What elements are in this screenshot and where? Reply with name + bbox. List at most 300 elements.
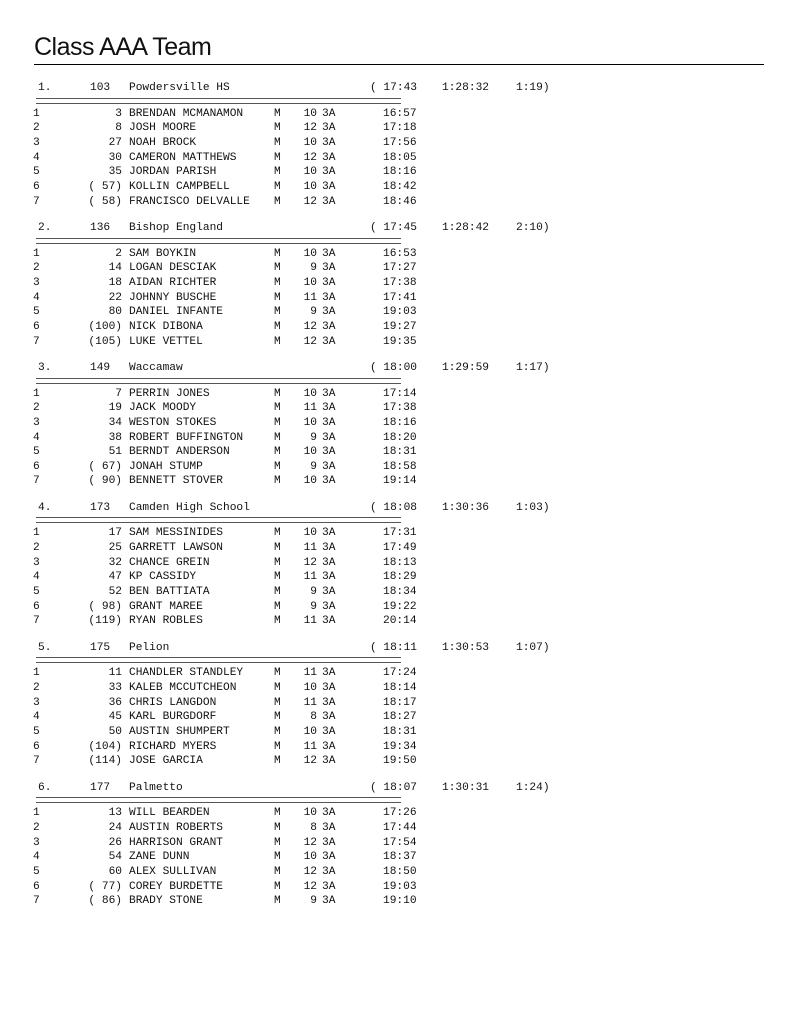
runner-name: JOSE GARCIA <box>129 755 203 768</box>
runner-name: HARRISON GRANT <box>129 836 223 849</box>
runner-name: GARRETT LAWSON <box>129 542 223 555</box>
runner-row <box>20 320 580 335</box>
runner-score: 50 <box>108 726 122 739</box>
runner-place: 2 <box>33 682 40 695</box>
header-divider <box>36 657 401 663</box>
runner-grade: 12 <box>303 335 317 348</box>
runner-grade: 11 <box>303 667 317 680</box>
runner-time: 19:50 <box>383 755 417 768</box>
runner-class: 3A <box>322 556 336 569</box>
team-number: 175 <box>90 641 111 654</box>
team-header <box>20 221 580 236</box>
runner-score: ( 57) <box>88 180 122 193</box>
runner-time: 18:14 <box>383 682 417 695</box>
runner-score: ( 58) <box>88 195 122 208</box>
runner-sex: M <box>274 262 281 275</box>
runner-sex: M <box>274 851 281 864</box>
runner-row <box>20 136 580 151</box>
runner-class: 3A <box>322 276 336 289</box>
runner-class: 3A <box>322 571 336 584</box>
team-place: 5. <box>38 641 52 654</box>
runner-class: 3A <box>322 696 336 709</box>
runner-grade: 11 <box>303 571 317 584</box>
runner-sex: M <box>274 556 281 569</box>
runner-name: KARL BURGDORF <box>129 711 217 724</box>
runner-score: 52 <box>108 586 122 599</box>
runner-row <box>20 556 580 571</box>
runner-class: 3A <box>322 880 336 893</box>
runner-place: 3 <box>33 556 40 569</box>
runner-place: 5 <box>33 166 40 179</box>
runner-grade: 10 <box>303 107 317 120</box>
runner-class: 3A <box>322 107 336 120</box>
runner-name: BRADY STONE <box>129 895 203 908</box>
runner-grade: 10 <box>303 726 317 739</box>
runner-row <box>20 276 580 291</box>
runner-sex: M <box>274 865 281 878</box>
runner-grade: 12 <box>303 556 317 569</box>
team-total-time: 1:28:42 <box>442 221 489 234</box>
runner-score: 38 <box>108 431 122 444</box>
header-divider <box>36 517 401 523</box>
runner-row <box>20 445 580 460</box>
runner-grade: 12 <box>303 836 317 849</box>
runner-time: 19:34 <box>383 740 417 753</box>
team-spread: 1:07) <box>516 641 550 654</box>
header-divider <box>36 238 401 244</box>
runner-time: 18:20 <box>383 431 417 444</box>
runner-grade: 10 <box>303 180 317 193</box>
runner-name: KP CASSIDY <box>129 571 197 584</box>
runner-name: JORDAN PARISH <box>129 166 217 179</box>
runner-class: 3A <box>322 446 336 459</box>
runner-grade: 8 <box>310 711 317 724</box>
runner-grade: 11 <box>303 402 317 415</box>
team-name: Waccamaw <box>129 361 183 374</box>
runner-name: WESTON STOKES <box>129 416 217 429</box>
runner-score: 32 <box>108 556 122 569</box>
runner-sex: M <box>274 291 281 304</box>
runner-name: BERNDT ANDERSON <box>129 446 230 459</box>
team-block <box>20 501 580 629</box>
runner-row <box>20 865 580 880</box>
runner-class: 3A <box>322 416 336 429</box>
runner-grade: 12 <box>303 755 317 768</box>
runner-place: 5 <box>33 306 40 319</box>
runner-grade: 8 <box>310 822 317 834</box>
runner-place: 1 <box>33 527 40 540</box>
team-total-time: 1:30:53 <box>442 641 489 654</box>
runner-grade: 12 <box>303 880 317 893</box>
runner-row <box>20 806 580 821</box>
team-average-time: ( 18:07 <box>370 781 417 794</box>
team-block <box>20 81 580 209</box>
runner-score: 11 <box>108 667 122 680</box>
runner-sex: M <box>274 107 281 120</box>
runner-row <box>20 121 580 136</box>
runner-score: 26 <box>108 836 122 849</box>
runner-name: JACK MOODY <box>129 402 197 415</box>
runner-name: BENNETT STOVER <box>129 475 223 488</box>
runner-score: 60 <box>108 865 122 878</box>
runner-name: BRENDAN MCMANAMON <box>129 107 244 120</box>
runner-name: CHRIS LANGDON <box>129 696 217 709</box>
runner-sex: M <box>274 195 281 208</box>
team-average-time: ( 17:43 <box>370 82 417 94</box>
runner-score: 8 <box>115 122 122 135</box>
runner-name: PERRIN JONES <box>129 387 210 400</box>
runner-class: 3A <box>322 402 336 415</box>
team-header <box>20 81 580 96</box>
runner-row <box>20 180 580 195</box>
runner-time: 17:26 <box>383 807 417 820</box>
runner-sex: M <box>274 276 281 289</box>
runner-score: 3 <box>115 107 122 120</box>
runner-sex: M <box>274 726 281 739</box>
runner-sex: M <box>274 122 281 135</box>
runner-name: KOLLIN CAMPBELL <box>129 180 230 193</box>
runner-place: 3 <box>33 136 40 149</box>
runner-time: 17:49 <box>383 542 417 555</box>
runner-name: AUSTIN ROBERTS <box>129 822 223 834</box>
runner-class: 3A <box>322 740 336 753</box>
team-results <box>20 81 580 921</box>
team-header <box>20 641 580 656</box>
team-place: 2. <box>38 221 52 234</box>
runner-row <box>20 754 580 769</box>
runner-row <box>20 107 580 122</box>
runner-sex: M <box>274 460 281 473</box>
runner-name: NICK DIBONA <box>129 320 203 333</box>
runner-sex: M <box>274 740 281 753</box>
team-header <box>20 781 580 796</box>
runner-score: ( 86) <box>88 895 122 908</box>
runner-name: FRANCISCO DELVALLE <box>129 195 250 208</box>
runner-row <box>20 460 580 475</box>
runner-grade: 10 <box>303 276 317 289</box>
runner-grade: 10 <box>303 851 317 864</box>
team-block <box>20 361 580 489</box>
runner-row <box>20 247 580 262</box>
page-title: Class AAA Team <box>34 33 212 61</box>
team-header <box>20 501 580 516</box>
runner-score: 18 <box>108 276 122 289</box>
team-number: 177 <box>90 781 111 794</box>
runner-time: 18:27 <box>383 711 417 724</box>
runner-sex: M <box>274 475 281 488</box>
runner-place: 5 <box>33 726 40 739</box>
runner-name: LOGAN DESCIAK <box>129 262 217 275</box>
runner-name: ROBERT BUFFINGTON <box>129 431 244 444</box>
runner-class: 3A <box>322 122 336 135</box>
runner-name: SAM MESSINIDES <box>129 527 223 540</box>
runner-name: RICHARD MYERS <box>129 740 217 753</box>
runner-grade: 10 <box>303 387 317 400</box>
runner-time: 16:57 <box>383 107 417 120</box>
team-average-time: ( 18:08 <box>370 501 417 514</box>
runner-place: 7 <box>33 195 40 208</box>
runner-sex: M <box>274 431 281 444</box>
runner-place: 6 <box>33 880 40 893</box>
runner-score: 22 <box>108 291 122 304</box>
runner-class: 3A <box>322 387 336 400</box>
runner-row <box>20 387 580 402</box>
runner-row <box>20 894 580 909</box>
team-spread: 1:03) <box>516 501 550 514</box>
runner-row <box>20 570 580 585</box>
team-name: Palmetto <box>129 781 183 794</box>
runner-grade: 11 <box>303 542 317 555</box>
runner-time: 18:42 <box>383 180 417 193</box>
runner-score: ( 67) <box>88 460 122 473</box>
team-place: 6. <box>38 781 52 794</box>
team-block <box>20 641 580 769</box>
runner-time: 17:14 <box>383 387 417 400</box>
runner-time: 17:54 <box>383 836 417 849</box>
team-place: 3. <box>38 361 52 374</box>
team-number: 149 <box>90 361 111 374</box>
runner-name: GRANT MAREE <box>129 600 203 613</box>
team-total-time: 1:30:36 <box>442 501 489 514</box>
runner-place: 4 <box>33 711 40 724</box>
runner-grade: 10 <box>303 166 317 179</box>
runner-class: 3A <box>322 851 336 864</box>
runner-time: 19:14 <box>383 475 417 488</box>
runner-name: RYAN ROBLES <box>129 615 203 628</box>
runner-sex: M <box>274 667 281 680</box>
runner-score: (105) <box>88 335 122 348</box>
runner-score: 27 <box>108 136 122 149</box>
runner-class: 3A <box>322 335 336 348</box>
runner-class: 3A <box>322 726 336 739</box>
runner-place: 6 <box>33 320 40 333</box>
runner-grade: 12 <box>303 151 317 164</box>
team-spread: 1:17) <box>516 361 550 374</box>
runner-score: 51 <box>108 446 122 459</box>
runner-sex: M <box>274 755 281 768</box>
runner-grade: 10 <box>303 136 317 149</box>
runner-grade: 12 <box>303 320 317 333</box>
runner-score: 47 <box>108 571 122 584</box>
runner-class: 3A <box>322 180 336 193</box>
runner-name: BEN BATTIATA <box>129 586 210 599</box>
team-block <box>20 221 580 349</box>
runner-time: 19:10 <box>383 895 417 908</box>
runner-row <box>20 836 580 851</box>
runner-score: 30 <box>108 151 122 164</box>
runner-time: 19:03 <box>383 880 417 893</box>
team-total-time: 1:28:32 <box>442 82 489 94</box>
runner-grade: 9 <box>310 262 317 275</box>
team-name: Powdersville HS <box>129 82 230 94</box>
runner-row <box>20 541 580 556</box>
runner-place: 6 <box>33 600 40 613</box>
runner-class: 3A <box>322 755 336 768</box>
runner-name: CAMERON MATTHEWS <box>129 151 237 164</box>
runner-score: 13 <box>108 807 122 820</box>
team-spread: 1:24) <box>516 781 550 794</box>
runner-time: 17:27 <box>383 262 417 275</box>
runner-score: (100) <box>88 320 122 333</box>
runner-grade: 9 <box>310 600 317 613</box>
runner-sex: M <box>274 306 281 319</box>
runner-class: 3A <box>322 291 336 304</box>
team-total-time: 1:30:31 <box>442 781 489 794</box>
runner-time: 17:18 <box>383 122 417 135</box>
runner-name: AUSTIN SHUMPERT <box>129 726 230 739</box>
runner-place: 5 <box>33 865 40 878</box>
runner-place: 4 <box>33 851 40 864</box>
header-divider <box>36 378 401 384</box>
team-place: 1. <box>38 82 52 94</box>
runner-time: 17:38 <box>383 276 417 289</box>
runner-place: 7 <box>33 335 40 348</box>
runner-name: NOAH BROCK <box>129 136 197 149</box>
runner-sex: M <box>274 180 281 193</box>
runner-name: CHANCE GREIN <box>129 556 210 569</box>
runner-sex: M <box>274 895 281 908</box>
runner-row <box>20 614 580 629</box>
runner-class: 3A <box>322 166 336 179</box>
runner-sex: M <box>274 416 281 429</box>
runner-time: 18:31 <box>383 726 417 739</box>
team-header <box>20 361 580 376</box>
team-number: 136 <box>90 221 111 234</box>
runner-class: 3A <box>322 542 336 555</box>
runner-time: 18:50 <box>383 865 417 878</box>
runner-time: 17:56 <box>383 136 417 149</box>
runner-name: ZANE DUNN <box>129 851 190 864</box>
team-block <box>20 781 580 909</box>
runner-sex: M <box>274 807 281 820</box>
runner-grade: 9 <box>310 460 317 473</box>
runner-row <box>20 416 580 431</box>
runner-class: 3A <box>322 320 336 333</box>
runner-time: 18:17 <box>383 696 417 709</box>
runner-score: (119) <box>88 615 122 628</box>
runner-sex: M <box>274 682 281 695</box>
runner-grade: 11 <box>303 740 317 753</box>
runner-grade: 9 <box>310 586 317 599</box>
runner-time: 17:41 <box>383 291 417 304</box>
runner-score: ( 77) <box>88 880 122 893</box>
runner-grade: 9 <box>310 431 317 444</box>
runner-place: 7 <box>33 615 40 628</box>
runner-grade: 11 <box>303 291 317 304</box>
runner-class: 3A <box>322 195 336 208</box>
runner-place: 3 <box>33 696 40 709</box>
runner-place: 1 <box>33 667 40 680</box>
runner-time: 17:24 <box>383 667 417 680</box>
runner-row <box>20 431 580 446</box>
runner-row <box>20 526 580 541</box>
runner-place: 2 <box>33 542 40 555</box>
runner-row <box>20 696 580 711</box>
runner-class: 3A <box>322 895 336 908</box>
runner-class: 3A <box>322 527 336 540</box>
runner-row <box>20 880 580 895</box>
runner-score: 34 <box>108 416 122 429</box>
runner-time: 19:03 <box>383 306 417 319</box>
runner-place: 1 <box>33 247 40 260</box>
runner-place: 7 <box>33 475 40 488</box>
runner-time: 19:27 <box>383 320 417 333</box>
runner-grade: 10 <box>303 807 317 820</box>
runner-grade: 12 <box>303 122 317 135</box>
runner-class: 3A <box>322 136 336 149</box>
team-spread: 1:19) <box>516 82 550 94</box>
runner-score: 24 <box>108 822 122 834</box>
runner-name: DANIEL INFANTE <box>129 306 223 319</box>
runner-sex: M <box>274 402 281 415</box>
runner-class: 3A <box>322 475 336 488</box>
runner-place: 1 <box>33 107 40 120</box>
runner-grade: 10 <box>303 247 317 260</box>
runner-row <box>20 710 580 725</box>
runner-time: 20:14 <box>383 615 417 628</box>
runner-time: 18:46 <box>383 195 417 208</box>
runner-class: 3A <box>322 586 336 599</box>
runner-score: ( 90) <box>88 475 122 488</box>
runner-row <box>20 151 580 166</box>
runner-class: 3A <box>322 865 336 878</box>
runner-grade: 10 <box>303 527 317 540</box>
title-divider <box>34 64 764 65</box>
runner-sex: M <box>274 166 281 179</box>
runner-row <box>20 740 580 755</box>
runner-score: 14 <box>108 262 122 275</box>
runner-time: 18:13 <box>383 556 417 569</box>
runner-place: 5 <box>33 586 40 599</box>
runner-sex: M <box>274 542 281 555</box>
runner-time: 18:34 <box>383 586 417 599</box>
runner-row <box>20 195 580 210</box>
runner-score: (114) <box>88 755 122 768</box>
runner-place: 3 <box>33 416 40 429</box>
runner-class: 3A <box>322 262 336 275</box>
runner-row <box>20 165 580 180</box>
runner-time: 17:31 <box>383 527 417 540</box>
runner-row <box>20 305 580 320</box>
runner-grade: 12 <box>303 865 317 878</box>
runner-place: 1 <box>33 387 40 400</box>
runner-name: SAM BOYKIN <box>129 247 197 260</box>
team-place: 4. <box>38 501 52 514</box>
runner-sex: M <box>274 136 281 149</box>
runner-row <box>20 474 580 489</box>
runner-place: 4 <box>33 151 40 164</box>
runner-score: (104) <box>88 740 122 753</box>
runner-row <box>20 585 580 600</box>
runner-grade: 9 <box>310 895 317 908</box>
runner-row <box>20 401 580 416</box>
runner-row <box>20 850 580 865</box>
runner-grade: 11 <box>303 696 317 709</box>
runner-name: AIDAN RICHTER <box>129 276 217 289</box>
runner-row <box>20 725 580 740</box>
runner-place: 4 <box>33 291 40 304</box>
runner-name: JONAH STUMP <box>129 460 203 473</box>
runner-grade: 10 <box>303 682 317 695</box>
runner-grade: 11 <box>303 615 317 628</box>
runner-sex: M <box>274 880 281 893</box>
runner-score: 25 <box>108 542 122 555</box>
team-number: 103 <box>90 82 111 94</box>
runner-time: 16:53 <box>383 247 417 260</box>
runner-grade: 10 <box>303 475 317 488</box>
runner-time: 18:58 <box>383 460 417 473</box>
runner-class: 3A <box>322 667 336 680</box>
